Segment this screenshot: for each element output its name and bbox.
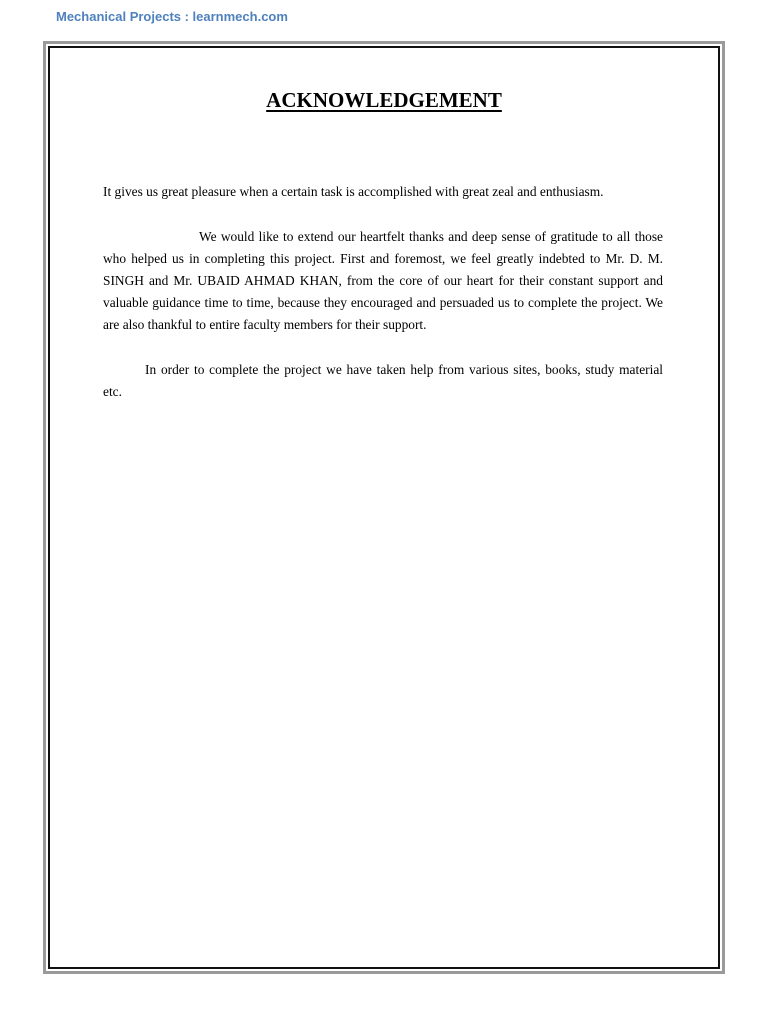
paragraph-1: It gives us great pleasure when a certain task is accomplished with great zeal and enthusiasm. bbox=[103, 184, 604, 199]
document-title: ACKNOWLEDGEMENT bbox=[266, 88, 502, 112]
paragraph-3: In order to complete the project we have taken help from various sites, books, study material etc. bbox=[103, 362, 663, 399]
site-header: Mechanical Projects : learnmech.com bbox=[56, 9, 288, 24]
paragraph-2: We would like to extend our heartfelt thanks and deep sense of gratitude to all those who helped us in completing this project. First and foremost, we feel greatly indebted to Mr. D. M. SINGH and Mr. UBAID AHMAD KHAN, from the core of our heart for their constant support and valuable guidance time to time, because they encouraged and persuaded us to complete the project. We are also thankful to entire faculty members for their support. bbox=[103, 229, 663, 332]
